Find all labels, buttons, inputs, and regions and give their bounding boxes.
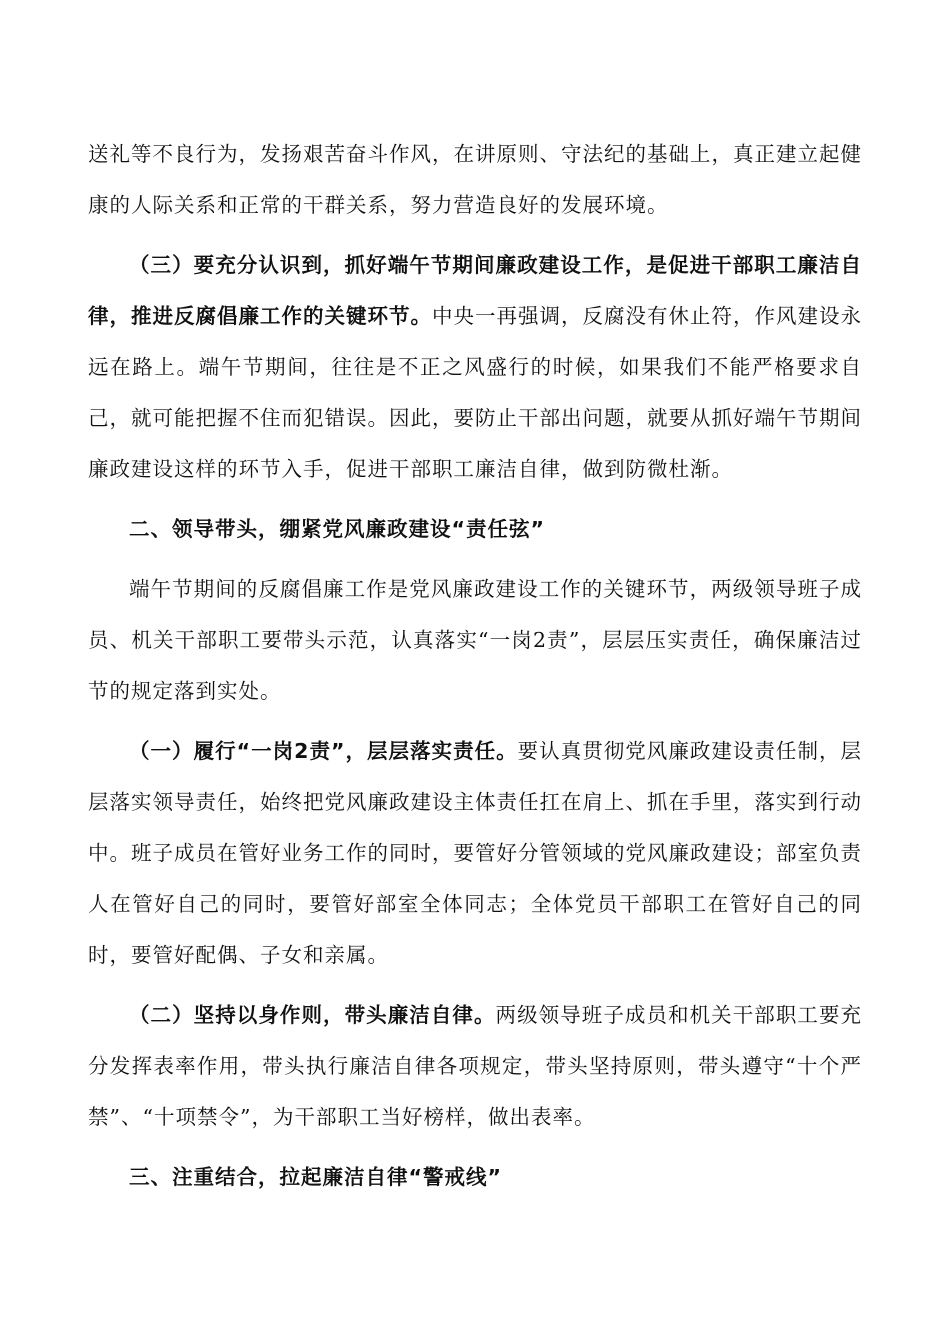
document-body bbox=[88, 129, 862, 1212]
paragraph-section-two-intro: 端午节期间的反腐倡廉工作是党风廉政建设工作的关键环节，两级领导班子成员、机关干部职工要带头示范，认真落实“一岗2责”，层层压实责任，确保廉洁过节的规定落到实处。 bbox=[88, 577, 862, 703]
paragraph-item-one-lead: （一）履行“一岗2责”，层层落实责任。 bbox=[129, 739, 518, 763]
section-heading-two: 二、领导带头，绷紧党风廉政建设“责任弦” bbox=[129, 517, 545, 541]
paragraph-item-three bbox=[88, 240, 862, 495]
paragraph-item-two-body: 两级领导班子成员和机关干部职工要充分发挥表率作用，带头执行廉洁自律各项规定，带头坚持原则，带头遵守“十个严禁”、“十项禁令”，为干部职工当好榜样，做出表率。 bbox=[88, 1003, 863, 1129]
paragraph-item-three-body: 中央一再强调，反腐没有休止符，作风建设永远在路上。端午节期间，往往是不正之风盛行的时候，如果我们不能严格要求自己，就可能把握不住而犯错误。因此，要防止干部出问题，就要从抓好端午节期间廉政建设这样的环节入手，促进干部职工廉洁自律，做到防微杜渐。 bbox=[88, 304, 862, 481]
paragraph-continuation: 送礼等不良行为，发扬艰苦奋斗作风，在讲原则、守法纪的基础上，真正建立起健康的人际关系和正常的干群关系，努力营造良好的发展环境。 bbox=[88, 142, 862, 217]
paragraph-item-three-lead: （三）要充分认识到，抓好端午节期间廉政建设工作，是促进干部职工廉洁自律，推进反腐倡廉工作的关键环节。 bbox=[88, 253, 862, 328]
paragraph-item-two-lead: （二）坚持以身作则，带头廉洁自律。 bbox=[129, 1003, 496, 1027]
paragraph-item-one-body: 要认真贯彻党风廉政建设责任制，层层落实领导责任，始终把党风廉政建设主体责任扛在肩上、抓在手里，落实到行动中。班子成员在管好业务工作的同时，要管好分管领域的党风廉政建设；部室负责人在管好自己的同时，要管好部室全体同志；全体党员干部职工在管好自己的同时，要管好配偶、子女和亲属。 bbox=[88, 739, 863, 967]
paragraph-item-two bbox=[88, 990, 862, 1143]
section-heading-three: 三、注重结合，拉起廉洁自律“警戒线” bbox=[129, 1165, 502, 1189]
paragraph-item-one bbox=[88, 726, 862, 981]
